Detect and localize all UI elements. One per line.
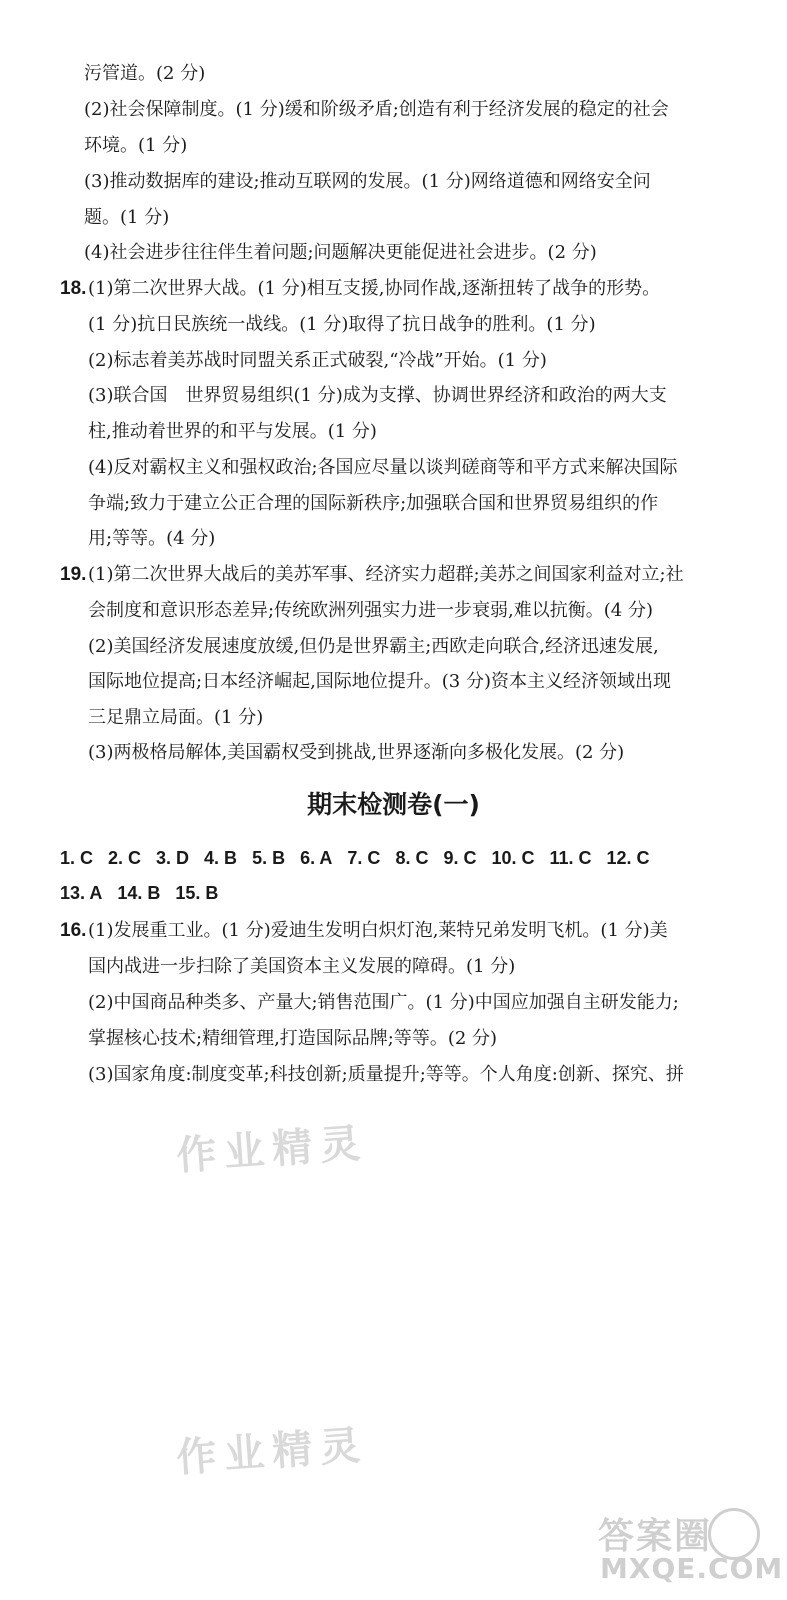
answer-item: 6. A	[300, 848, 333, 868]
text-line: (2)社会保障制度。(1 分)缓和阶级矛盾;创造有利于经济发展的稳定的社会	[84, 99, 669, 120]
answer-item: 3. D	[156, 848, 190, 868]
answer-item: 10. C	[491, 848, 535, 868]
text-line: (3)联合国 世界贸易组织(1 分)成为支撑、协调世界经济和政治的两大支	[88, 385, 667, 406]
text-line: (1)第二次世界大战后的美苏军事、经济实力超群;美苏之间国家利益对立;社	[88, 564, 684, 585]
answer-item: 11. C	[549, 848, 592, 868]
watermark-logo-text: 答案圈	[598, 1516, 713, 1557]
text-line: (2)美国经济发展速度放缓,但仍是世界霸主;西欧走向联合,经济迅速发展,	[88, 636, 659, 657]
answer-key-row	[60, 846, 665, 870]
watermark-stamp: 作业精灵	[174, 1120, 370, 1180]
text-line: 国际地位提高;日本经济崛起,国际地位提升。(3 分)资本主义经济领域出现	[88, 671, 672, 692]
answer-item: 13. A	[60, 883, 103, 903]
text-line: (1)第二次世界大战。(1 分)相互支援,协同作战,逐渐扭转了战争的形势。	[88, 278, 661, 299]
section-title: 期末检测卷(一)	[307, 790, 480, 819]
question-number-19: 19.	[60, 564, 87, 585]
answer-item: 7. C	[347, 848, 381, 868]
text-line: 环境。(1 分)	[84, 135, 188, 156]
watermark-logo-url: MXQE.COM	[600, 1552, 784, 1585]
text-line: (4)反对霸权主义和强权政治;各国应尽量以谈判磋商等和平方式来解决国际	[88, 457, 678, 478]
text-line: (2)标志着美苏战时同盟关系正式破裂,“冷战”开始。(1 分)	[88, 350, 547, 371]
answer-item: 9. C	[443, 848, 477, 868]
text-line: 三足鼎立局面。(1 分)	[88, 707, 264, 728]
answer-item: 14. B	[117, 883, 161, 903]
text-line: 争端;致力于建立公正合理的国际新秩序;加强联合国和世界贸易组织的作	[88, 493, 659, 514]
text-line: 污管道。(2 分)	[84, 63, 206, 84]
text-line: (3)两极格局解体,美国霸权受到挑战,世界逐渐向多极化发展。(2 分)	[88, 742, 625, 763]
text-line: 掌握核心技术;精细管理,打造国际品牌;等等。(2 分)	[88, 1028, 498, 1049]
answer-item: 4. B	[204, 848, 238, 868]
watermark-stamp: 作业精灵	[174, 1422, 370, 1482]
text-line: 国内战进一步扫除了美国资本主义发展的障碍。(1 分)	[88, 956, 516, 977]
text-line: (4)社会进步往往伴生着问题;问题解决更能促进社会进步。(2 分)	[84, 242, 597, 263]
answer-item: 12. C	[606, 848, 650, 868]
answer-item: 5. B	[252, 848, 286, 868]
answer-item: 2. C	[108, 848, 142, 868]
text-line: (3)推动数据库的建设;推动互联网的发展。(1 分)网络道德和网络安全问	[84, 171, 651, 192]
text-line: (1 分)抗日民族统一战线。(1 分)取得了抗日战争的胜利。(1 分)	[88, 314, 596, 335]
answer-key-row	[60, 881, 233, 905]
question-number-18: 18.	[60, 278, 87, 299]
text-line: 题。(1 分)	[84, 207, 170, 228]
answer-item: 15. B	[175, 883, 219, 903]
text-line: (1)发展重工业。(1 分)爱迪生发明白炽灯泡,莱特兄弟发明飞机。(1 分)美	[88, 920, 668, 941]
text-line: 柱,推动着世界的和平与发展。(1 分)	[88, 421, 377, 442]
question-number-16: 16.	[60, 920, 87, 941]
text-line: 用;等等。(4 分)	[88, 528, 216, 549]
answer-item: 8. C	[395, 848, 429, 868]
text-line: (3)国家角度:制度变革;科技创新;质量提升;等等。个人角度:创新、探究、拼	[88, 1064, 684, 1085]
answer-item: 1. C	[60, 848, 94, 868]
text-line: (2)中国商品种类多、产量大;销售范围广。(1 分)中国应加强自主研发能力;	[88, 992, 679, 1013]
text-line: 会制度和意识形态差异;传统欧洲列强实力进一步衰弱,难以抗衡。(4 分)	[88, 600, 654, 621]
